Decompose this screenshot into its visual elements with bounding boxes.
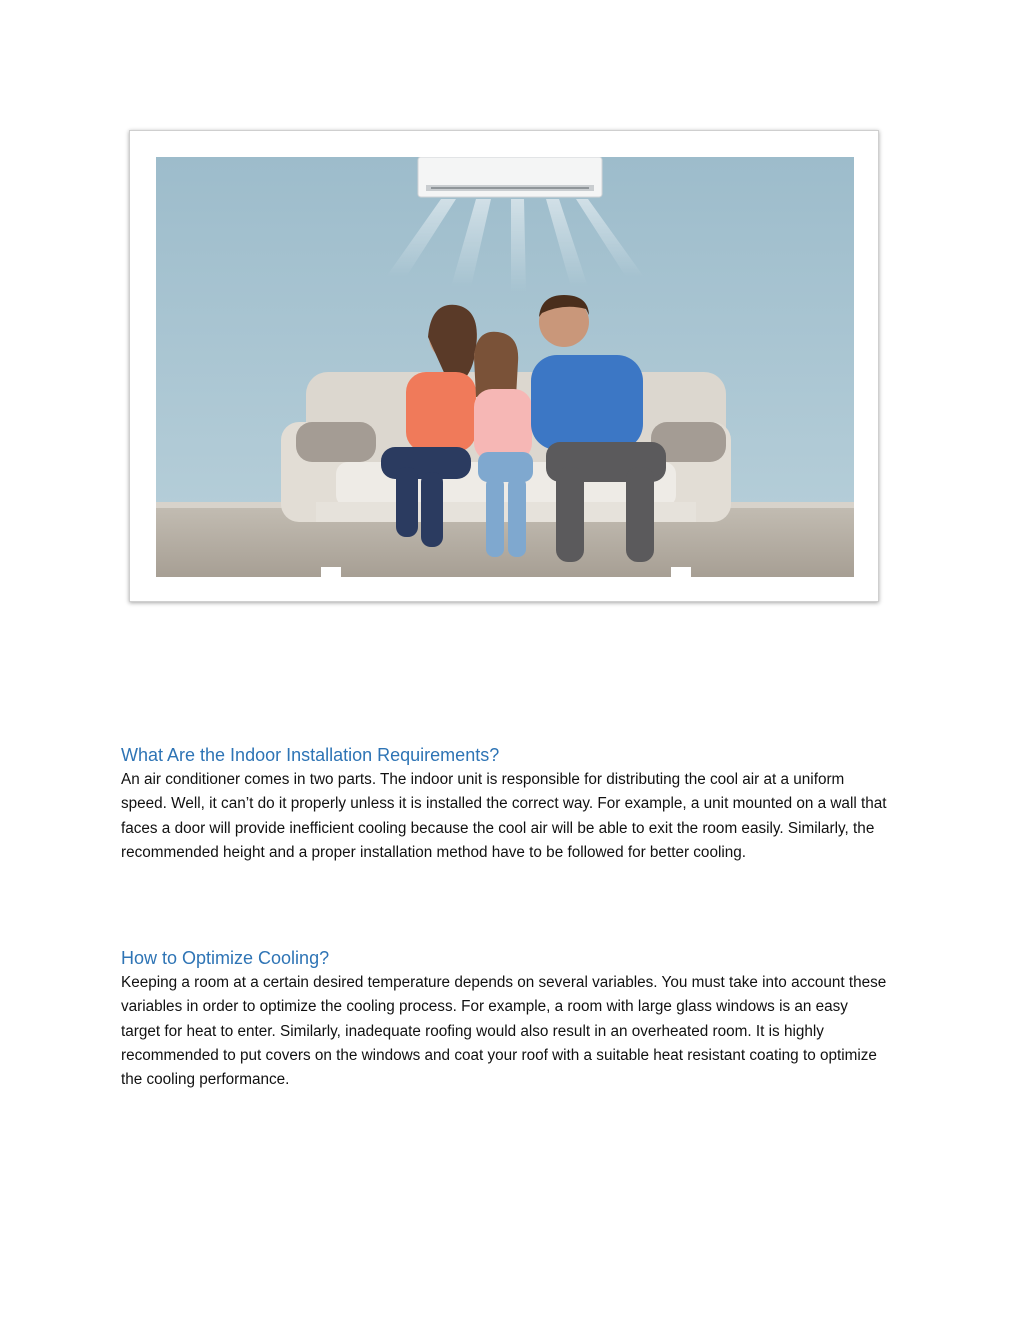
section-optimize-cooling — [121, 945, 891, 1092]
photo-frame — [129, 130, 879, 602]
section-body: Keeping a room at a certain desired temperature depends on several variables. You must take into account these variables in order to optimize the cooling process. For example, a room with large glass windows is an easy target for heat to enter. Similarly, inadequate roofing would also result in an overheated room. It is highly recommended to put covers on the windows and coat your roof with a suitable heat resistant coating to optimize the cooling performance. — [121, 974, 887, 1089]
air-conditioner-unit — [418, 157, 602, 197]
family-air-conditioner-photo — [156, 157, 854, 577]
section-heading: What Are the Indoor Installation Requirements? — [121, 745, 500, 765]
section-body: An air conditioner comes in two parts. The indoor unit is responsible for distributing the cool air at a uniform speed. Well, it can’t do it properly unless it is installed the correct way. For example, a unit mounted on a wall that faces a door will provide inefficient cooling because the cool air will be able to exit the room easily. Similarly, the recommended height and a proper installation method have to be followed for better cooling. — [121, 771, 887, 861]
section-heading: How to Optimize Cooling? — [121, 948, 330, 968]
section-indoor-installation — [121, 742, 891, 865]
